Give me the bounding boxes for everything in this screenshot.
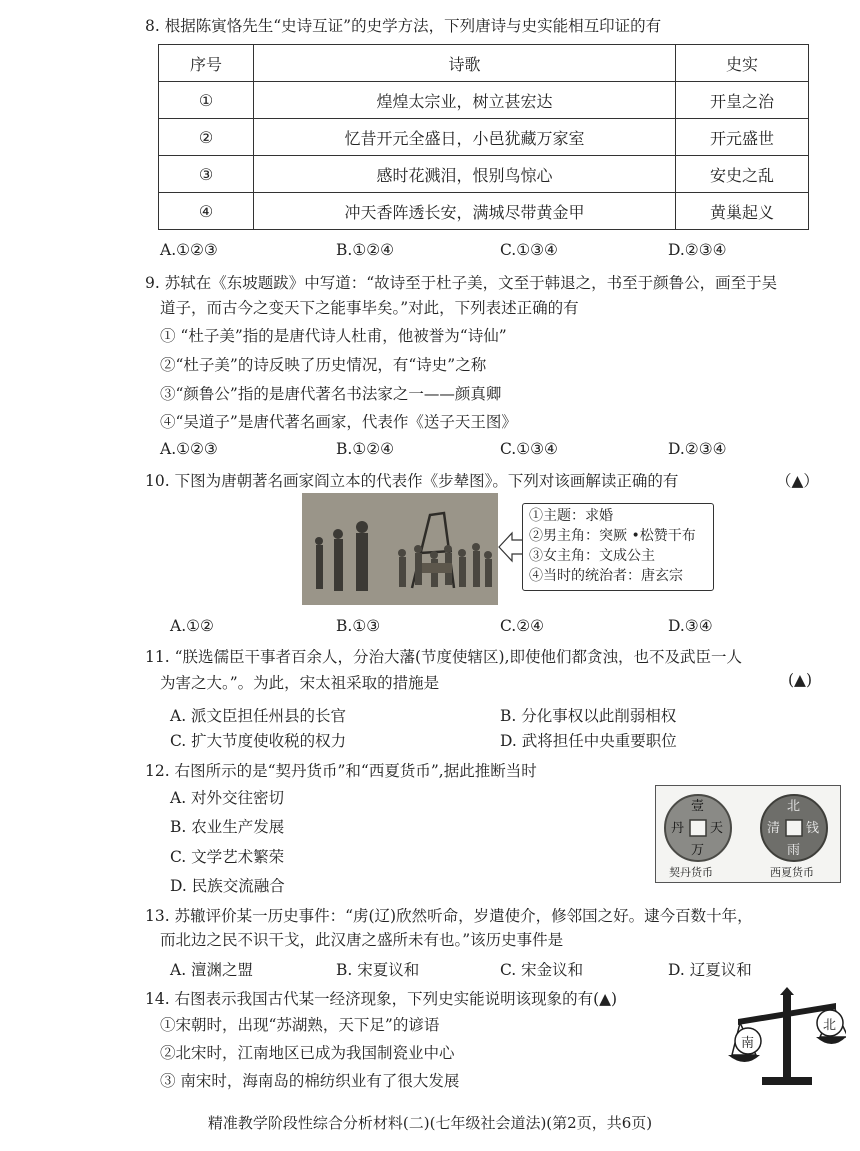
- q14-item-3: ③ 南宋时，海南岛的棉纺织业有了很大发展: [160, 1072, 460, 1090]
- q13-option-b[interactable]: B. 宋夏议和: [336, 961, 420, 979]
- q10-option-a[interactable]: A.①②: [170, 617, 214, 635]
- callout-line-1: ①主题：求婚: [529, 508, 613, 524]
- coin2-char-right: 钱: [806, 821, 820, 836]
- coin1-char-top: 壹: [691, 799, 705, 814]
- q13-option-d[interactable]: D. 辽夏议和: [668, 961, 752, 979]
- coin2-char-left: 清: [767, 821, 781, 836]
- scale-label-north: 北: [823, 1018, 837, 1033]
- callout-line-3: ③女主角：文成公主: [529, 548, 655, 564]
- coins-figure: [655, 785, 841, 883]
- q12-option-c[interactable]: C. 文学艺术繁荣: [170, 848, 285, 866]
- q14-item-2: ②北宋时，江南地区已成为我国制瓷业中心: [160, 1044, 455, 1062]
- q8-stem: 8. 根据陈寅恪先生“史诗互证”的史学方法，下列唐诗与史实能相互印证的有: [145, 17, 662, 35]
- table-row: [159, 193, 809, 230]
- coin1-char-left: 丹: [671, 821, 685, 836]
- q10-option-b[interactable]: B.①③: [336, 617, 381, 635]
- callout-line-4: ④当时的统治者：唐玄宗: [529, 568, 683, 584]
- table-cell: 煌煌太宗业，树立甚宏达: [254, 82, 676, 119]
- q8-option-d[interactable]: D.②③④: [668, 241, 727, 259]
- table-cell: 安史之乱: [676, 156, 809, 193]
- q13-stem-line2: 而北边之民不识干戈，此汉唐之盛所未有也。”该历史事件是: [160, 931, 564, 949]
- q9-item-1: ① “杜子美”指的是唐代诗人杜甫，他被誉为“诗仙”: [160, 327, 507, 345]
- q10-option-d[interactable]: D.③④: [668, 617, 713, 635]
- q8-option-c[interactable]: C.①③④: [500, 241, 558, 259]
- q12-option-a[interactable]: A. 对外交往密切: [170, 789, 285, 807]
- q11-stem-line1: 11. “朕选儒臣干事者百余人，分治大藩(节度使辖区),即使他们都贪浊，也不及武臣一人: [145, 648, 743, 666]
- table-cell: ④: [159, 193, 254, 230]
- poem-table: [158, 44, 809, 230]
- q14-item-1: ①宋朝时，出现“苏湖熟，天下足”的谚语: [160, 1016, 440, 1034]
- callout-line-2: ②男主角：突厥 •松赞干布: [529, 528, 696, 544]
- coin2-char-bottom: 雨: [787, 843, 801, 858]
- q12-stem: 12. 右图所示的是“契丹货币”和“西夏货币”,据此推断当时: [145, 762, 537, 780]
- q11-stem-line2: 为害之大。”。为此，宋太祖采取的措施是: [160, 674, 440, 692]
- table-cell: 开皇之治: [676, 82, 809, 119]
- scale-label-south: 南: [741, 1036, 755, 1051]
- q11-option-a[interactable]: A. 派文臣担任州县的长官: [170, 707, 347, 725]
- q11-option-d[interactable]: D. 武将担任中央重要职位: [500, 732, 677, 750]
- table-cell: 冲天香阵透长安，满城尽带黄金甲: [254, 193, 676, 230]
- q9-item-3: ③“颜鲁公”指的是唐代著名书法家之一——颜真卿: [160, 385, 502, 403]
- table-cell: 忆昔开元全盛日，小邑犹藏万家室: [254, 119, 676, 156]
- q9-option-b[interactable]: B.①②④: [336, 440, 395, 458]
- table-row: [159, 82, 809, 119]
- q9-option-a[interactable]: A.①②③: [160, 440, 218, 458]
- balance-scale-figure: [728, 983, 846, 1095]
- q12-option-d[interactable]: D. 民族交流融合: [170, 877, 285, 895]
- q12-option-b[interactable]: B. 农业生产发展: [170, 818, 285, 836]
- table-row: [159, 156, 809, 193]
- table-row: [159, 119, 809, 156]
- table-cell: 开元盛世: [676, 119, 809, 156]
- q8-option-b[interactable]: B.①②④: [336, 241, 395, 259]
- header-fact: 史实: [676, 45, 809, 82]
- table-cell: 黄巢起义: [676, 193, 809, 230]
- q10-answer-mark: （▲）: [776, 472, 819, 490]
- callout-arrow: [498, 530, 524, 564]
- q9-stem-line1: 9. 苏轼在《东坡题跋》中写道：“故诗至于杜子美，文至于韩退之，书至于颜鲁公，画至于吴: [145, 274, 778, 292]
- q9-item-2: ②“杜子美”的诗反映了历史情况，有“诗史”之称: [160, 356, 487, 374]
- coin2-label: 西夏货币: [770, 866, 814, 879]
- q11-option-b[interactable]: B. 分化事权以此削弱相权: [500, 707, 677, 725]
- q14-stem: 14. 右图表示我国古代某一经济现象，下列史实能说明该现象的有(▲): [145, 990, 618, 1008]
- q13-option-a[interactable]: A. 澶渊之盟: [170, 961, 254, 979]
- q9-option-c[interactable]: C.①③④: [500, 440, 558, 458]
- table-header-row: [159, 45, 809, 82]
- header-poem: 诗歌: [254, 45, 676, 82]
- coin1-char-right: 天: [710, 821, 724, 836]
- q11-option-c[interactable]: C. 扩大节度使收税的权力: [170, 732, 347, 750]
- coin1-char-bottom: 万: [691, 843, 705, 858]
- q9-stem-line2: 道子，而古今之变天下之能事毕矣。”对此，下列表述正确的有: [160, 299, 579, 317]
- q11-answer-mark: (▲): [788, 671, 813, 689]
- table-cell: ③: [159, 156, 254, 193]
- header-index: 序号: [159, 45, 254, 82]
- q13-stem-line1: 13. 苏辙评价某一历史事件：“虏(辽)欣然听命，岁遣使介，修邻国之好。逮今百数十年，: [145, 907, 753, 925]
- painting-callout: [522, 503, 714, 591]
- q13-option-c[interactable]: C. 宋金议和: [500, 961, 584, 979]
- q8-option-a[interactable]: A.①②③: [160, 241, 218, 259]
- q9-item-4: ④“吴道子”是唐代著名画家，代表作《送子天王图》: [160, 413, 517, 431]
- page-footer: 精准教学阶段性综合分析材料(二)(七年级社会道法)(第2页，共6页): [207, 1114, 653, 1132]
- painting-image: [302, 493, 498, 605]
- q10-option-c[interactable]: C.②④: [500, 617, 545, 635]
- table-cell: ②: [159, 119, 254, 156]
- table-cell: 感时花溅泪，恨别鸟惊心: [254, 156, 676, 193]
- table-cell: ①: [159, 82, 254, 119]
- q10-stem: 10. 下图为唐朝著名画家阎立本的代表作《步辇图》。下列对该画解读正确的有: [145, 472, 679, 490]
- coin2-char-top: 北: [787, 799, 801, 814]
- coin1-label: 契丹货币: [669, 866, 713, 879]
- q9-option-d[interactable]: D.②③④: [668, 440, 727, 458]
